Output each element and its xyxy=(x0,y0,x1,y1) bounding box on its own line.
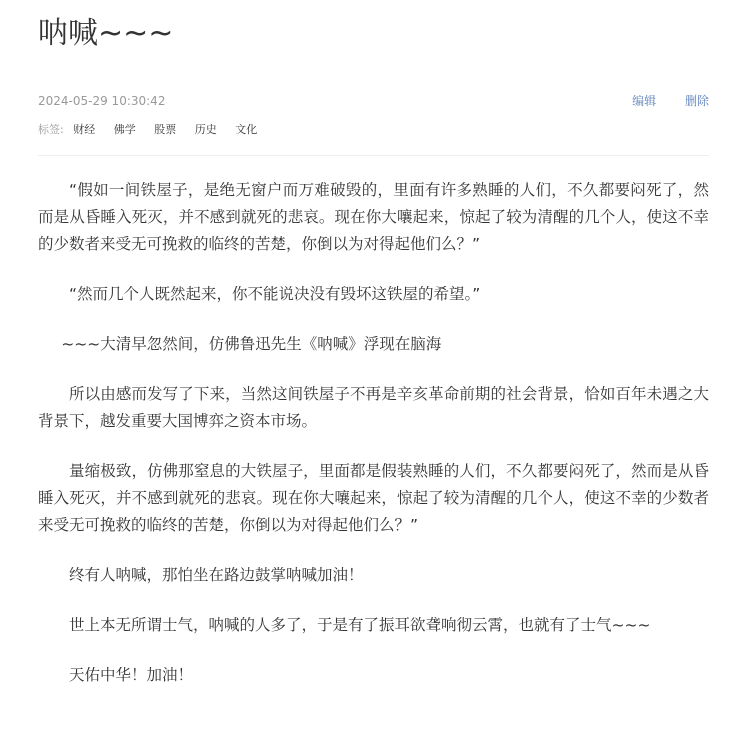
article-actions xyxy=(607,92,709,110)
paragraph: 世上本无所谓士气，呐喊的人多了，于是有了振耳欲聋响彻云霄，也就有了士气~~~ xyxy=(69,616,651,634)
paragraph: 所以由感而发写了下来，当然这间铁屋子不再是辛亥革命前期的社会背景，恰如百年未遇之大背景下，越发重要大国博弈之资本市场。 xyxy=(38,385,709,430)
tag-gupiao[interactable]: 股票 xyxy=(154,123,177,136)
article-body xyxy=(38,177,709,712)
tags-label: 标签: xyxy=(38,123,64,136)
edit-link[interactable]: 编辑 xyxy=(632,94,657,108)
tag-list xyxy=(38,121,272,139)
article-title: 呐喊~~~ xyxy=(38,16,174,51)
tag-caijing[interactable]: 财经 xyxy=(73,123,96,136)
tag-lishi[interactable]: 历史 xyxy=(194,123,217,136)
paragraph: “假如一间铁屋子，是绝无窗户而万难破毁的，里面有许多熟睡的人们，不久都要闷死了，然而是从昏睡入死灭，并不感到就死的悲哀。现在你大嚷起来，惊起了较为清醒的几个人，使这不幸的少数者来受无可挽救的临终的苦楚，你倒以为对得起他们么？” xyxy=(38,181,709,253)
tag-foxue[interactable]: 佛学 xyxy=(113,123,136,136)
tag-wenhua[interactable]: 文化 xyxy=(235,123,258,136)
paragraph: ~~~大清早忽然间，仿佛鲁迅先生《呐喊》浮现在脑海 xyxy=(61,335,442,353)
paragraph: 量缩极致，仿佛那窒息的大铁屋子，里面都是假装熟睡的人们，不久都要闷死了，然而是从昏睡入死灭，并不感到就死的悲哀。现在你大嚷起来，惊起了较为清醒的几个人，使这不幸的少数者来受无可挽救的临终的苦楚，你倒以为对得起他们么？” xyxy=(38,462,709,534)
paragraph: 天佑中华！加油！ xyxy=(69,666,194,684)
header-divider xyxy=(38,155,709,156)
paragraph: 终有人呐喊，那怕坐在路边鼓掌呐喊加油！ xyxy=(69,566,364,584)
paragraph: “然而几个人既然起来，你不能说决没有毁坏这铁屋的希望。” xyxy=(69,285,481,303)
post-timestamp: 2024-05-29 10:30:42 xyxy=(38,94,166,108)
article-meta xyxy=(38,92,709,110)
delete-link[interactable]: 删除 xyxy=(684,94,709,108)
